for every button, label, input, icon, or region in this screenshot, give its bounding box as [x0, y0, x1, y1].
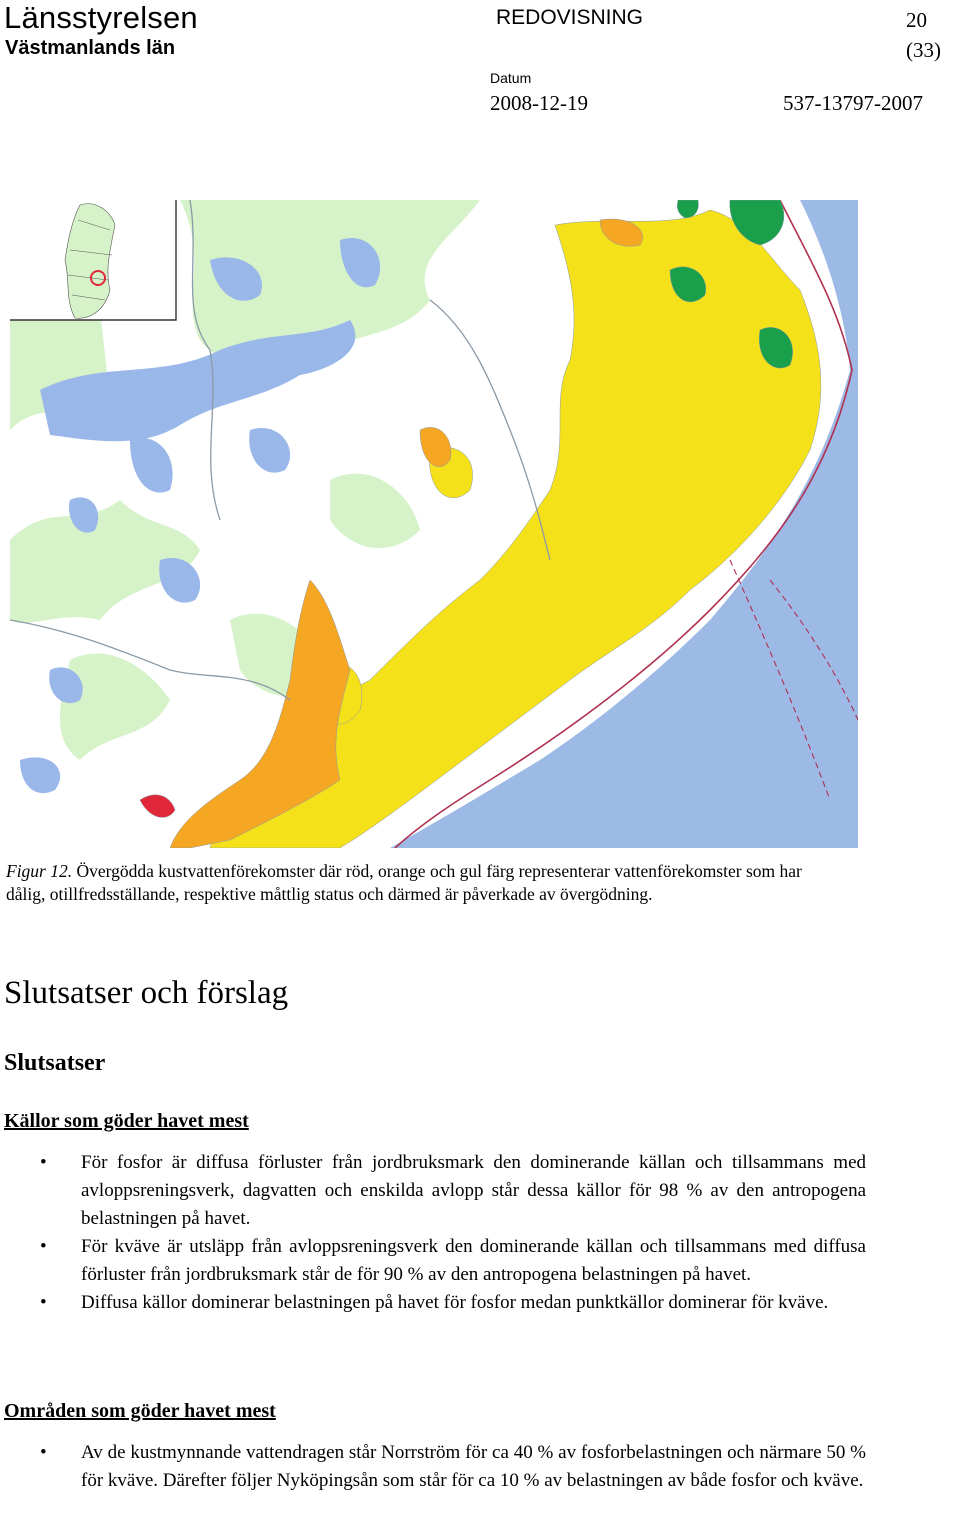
list-item: • För fosfor är diffusa förluster från jordbruksmark den dominerande källan och tillsammans med avloppsreningsverk, dagvatten och enskilda avlopp står dessa källor för 98 % av den antropogena belastningen på havet.: [0, 1149, 866, 1233]
date-label: Datum: [490, 70, 532, 86]
subsection-title: Slutsatser: [4, 1050, 106, 1076]
page-total: (33): [906, 38, 941, 62]
figure-caption-text: Övergödda kustvattenförekomster där röd, orange och gul färg representerar vattenförekomster som har dålig, otillfredsställande, respektive måttlig status och därmed är påverkade av övergödning.: [6, 861, 802, 904]
list-item: • Diffusa källor dominerar belastningen på havet för fosfor medan punktkällor dominerar för kväve.: [0, 1289, 866, 1317]
document-type: REDOVISNING: [496, 6, 644, 29]
organization-logo: [4, 2, 234, 60]
date-value: 2008-12-19: [490, 91, 588, 115]
areas-heading: Områden som göder havet mest: [4, 1400, 276, 1422]
figure-caption: [6, 860, 836, 906]
logo-line-1: Länsstyrelsen: [4, 0, 198, 35]
section-title: Slutsatser och förslag: [4, 975, 289, 1011]
reference-number: 537-13797-2007: [783, 91, 923, 115]
eutrophication-map: [10, 200, 858, 848]
locator-inset-map: [10, 200, 176, 320]
areas-bullet-list: [0, 1439, 960, 1495]
page-number: 20: [906, 8, 927, 32]
figure-label: Figur 12.: [6, 861, 73, 881]
list-item: • För kväve är utsläpp från avloppsreningsverk den dominerande källan och tillsammans med diffusa förluster från jordbruksmark står de för 90 % av den antropogena belastningen på havet.: [0, 1233, 866, 1289]
list-item: • Av de kustmynnande vattendragen står Norrström för ca 40 % av fosforbelastningen och närmare 50 % för kväve. Därefter följer Nyköpingsån som står för ca 10 % av belastningen av både fosfor och kväve.: [0, 1439, 866, 1495]
logo-line-2: Västmanlands län: [5, 37, 176, 59]
sources-bullet-list: [0, 1149, 960, 1317]
sources-heading: Källor som göder havet mest: [4, 1110, 249, 1132]
